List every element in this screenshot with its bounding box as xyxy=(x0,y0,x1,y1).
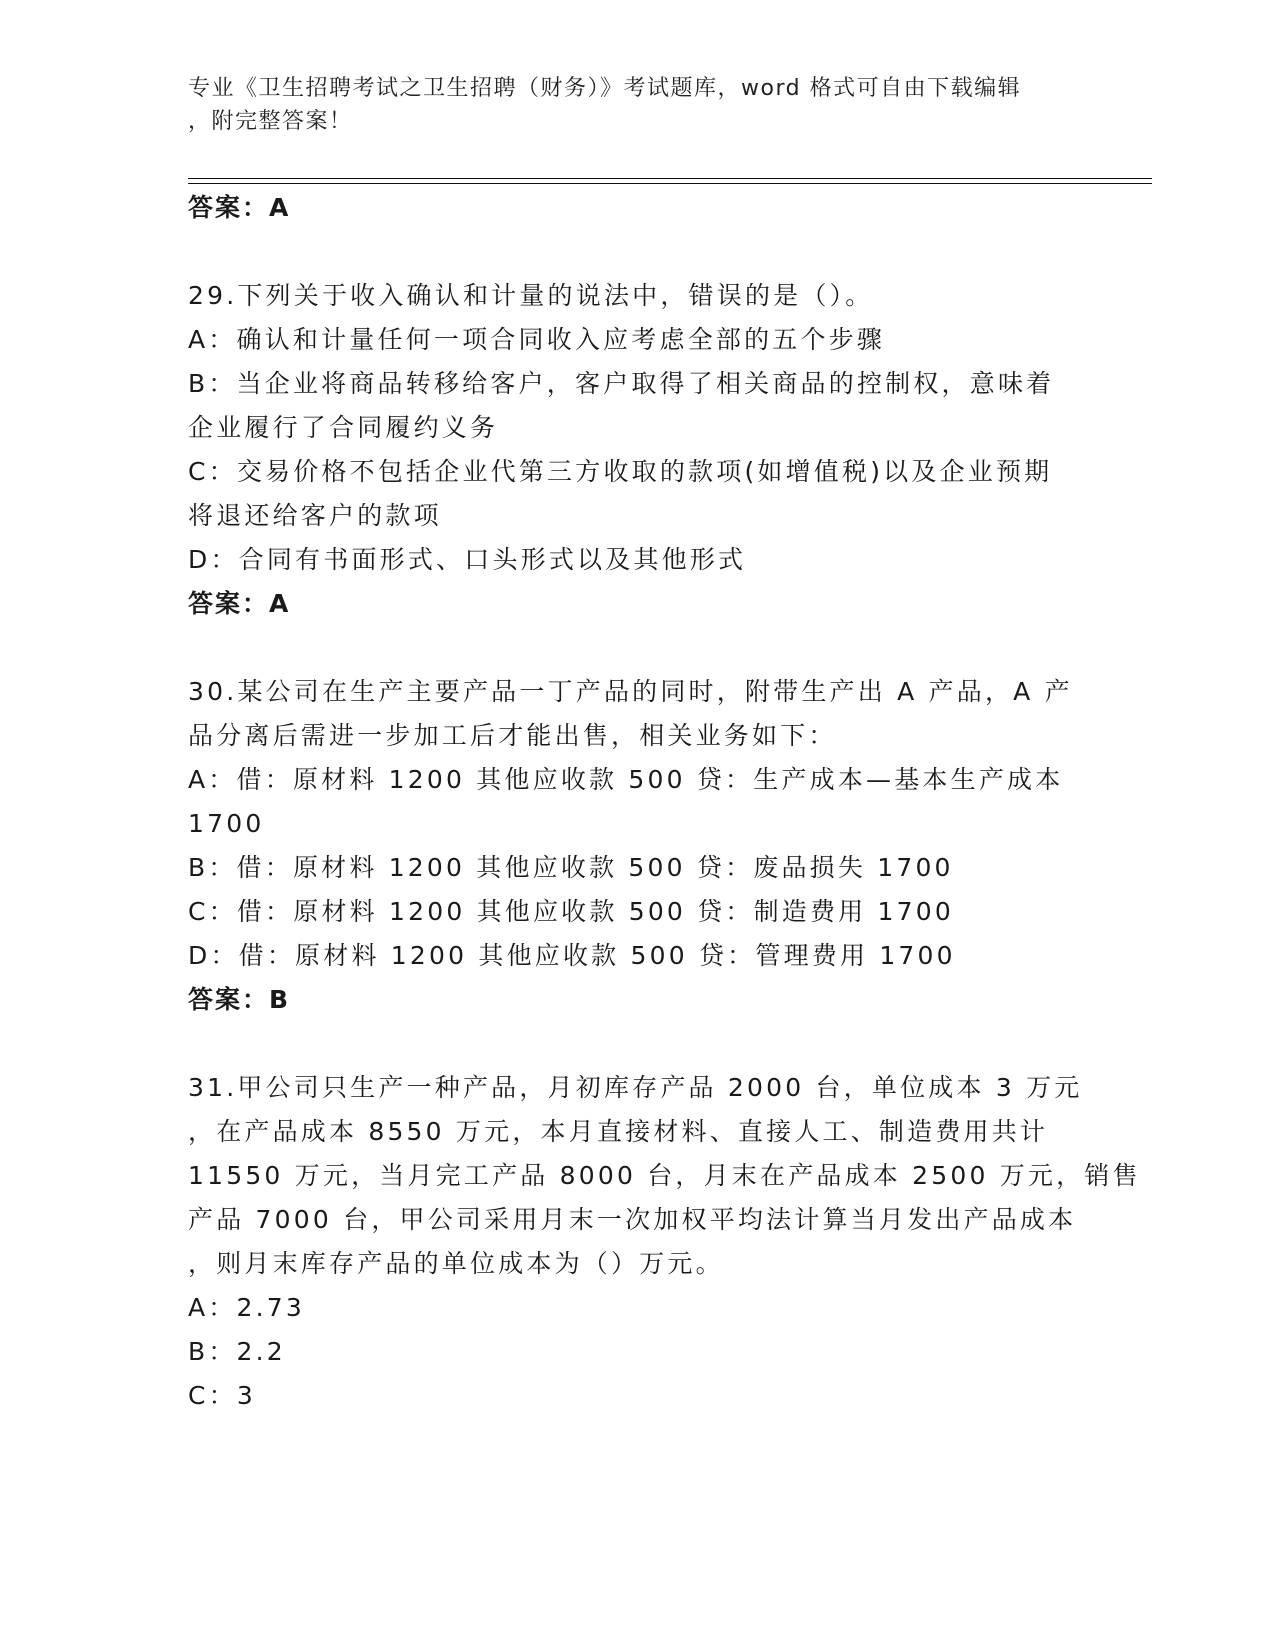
q31-option-c: C：3 xyxy=(188,1381,256,1410)
q30-option-b: B：借：原材料 1200 其他应收款 500 贷：废品损失 1700 xyxy=(188,853,954,882)
q29-option-d: D：合同有书面形式、口头形式以及其他形式 xyxy=(188,545,747,574)
q29-option-b-line2: 企业履行了合同履约义务 xyxy=(188,413,499,442)
q29-answer: 答案：A xyxy=(188,589,291,618)
q30-option-d: D：借：原材料 1200 其他应收款 500 贷：管理费用 1700 xyxy=(188,941,956,970)
header-divider-bottom xyxy=(188,183,1152,184)
header-line-1: 专业《卫生招聘考试之卫生招聘（财务）》考试题库，word 格式可自由下载编辑 xyxy=(188,76,1022,101)
q29-option-b-line1: B：当企业将商品转移给客户，客户取得了相关商品的控制权，意味着 xyxy=(188,369,1055,398)
header-line-2: ，附完整答案！ xyxy=(188,109,353,134)
q30-stem-line1: 30.某公司在生产主要产品一丁产品的同时，附带生产出 A 产品，A 产 xyxy=(188,677,1073,706)
q29-stem: 29.下列关于收入确认和计量的说法中，错误的是（）。 xyxy=(188,281,874,310)
q29-option-c-line1: C：交易价格不包括企业代第三方收取的款项(如增值税)以及企业预期 xyxy=(188,457,1053,486)
previous-answer: 答案：A xyxy=(188,193,291,222)
q30-option-c: C：借：原材料 1200 其他应收款 500 贷：制造费用 1700 xyxy=(188,897,954,926)
q30-option-a-line2: 1700 xyxy=(188,809,265,838)
q31-stem-line5: ，则月末库存产品的单位成本为（）万元。 xyxy=(188,1249,724,1278)
header-divider-top xyxy=(188,178,1152,179)
q31-option-a: A：2.73 xyxy=(188,1293,305,1322)
q29-option-c-line2: 将退还给客户的款项 xyxy=(188,501,442,530)
q30-stem-line2: 品分离后需进一步加工后才能出售，相关业务如下： xyxy=(188,721,837,750)
q31-stem-line1: 31.甲公司只生产一种产品，月初库存产品 2000 台，单位成本 3 万元 xyxy=(188,1073,1083,1102)
q29-option-a: A：确认和计量任何一项合同收入应考虑全部的五个步骤 xyxy=(188,325,886,354)
q31-stem-line3: 11550 万元，当月完工产品 8000 台，月末在产品成本 2500 万元，销售 xyxy=(188,1161,1141,1190)
document-header xyxy=(188,72,1068,138)
q31-stem-line4: 产品 7000 台，甲公司采用月末一次加权平均法计算当月发出产品成本 xyxy=(188,1205,1077,1234)
q30-option-a-line1: A：借：原材料 1200 其他应收款 500 贷：生产成本—基本生产成本 xyxy=(188,765,1064,794)
q31-option-b: B：2.2 xyxy=(188,1337,286,1366)
q31-stem-line2: ，在产品成本 8550 万元，本月直接材料、直接人工、制造费用共计 xyxy=(188,1117,1049,1146)
q30-answer: 答案：B xyxy=(188,985,291,1014)
